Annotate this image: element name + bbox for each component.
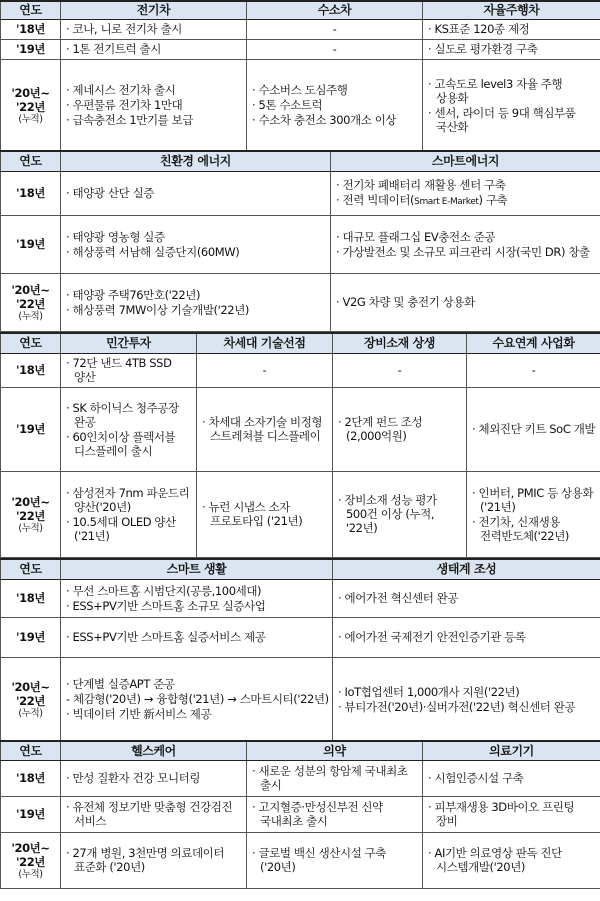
table-cell: · 글로벌 백신 생산시설 구축('20년) xyxy=(247,832,423,888)
table-vehicles xyxy=(0,0,600,152)
header-year: 연도 xyxy=(1,741,61,760)
year-cell: '20년~ '22년 (누적) xyxy=(1,832,61,888)
table-row xyxy=(1,832,600,888)
table-cell: - xyxy=(333,353,467,387)
table-cell: · 무선 스마트홈 시범단지(공릉,100세대) · ESS+PV기반 스마트홈 소규모 실증사업 xyxy=(61,579,333,617)
year-cell: '20년~ '22년 (누적) xyxy=(1,59,61,151)
table-cell: · 인버터, PMIC 등 상용화('21년) · 전기차, 신재생용 전력반도체('22년) xyxy=(467,471,600,557)
header-autonomous: 자율주행차 xyxy=(423,1,600,19)
header-demand-commercialization: 수요연계 사업화 xyxy=(467,333,600,353)
table-row xyxy=(1,59,600,151)
year-cell: '19년 xyxy=(1,617,61,657)
header-year: 연도 xyxy=(1,1,61,19)
table-cell: · 유전체 정보기반 맞춤형 건강검진 서비스 xyxy=(61,796,247,832)
table-cell: - xyxy=(467,353,600,387)
table-cell: · AI기반 의료영상 판독 진단 시스템개발('20년) xyxy=(423,832,600,888)
table-row xyxy=(1,760,600,796)
table-cell: · SK 하이닉스 청주공장 완공 · 60인치이상 플렉서블 디스플레이 출시 xyxy=(61,387,197,471)
year-cell: '18년 xyxy=(1,171,61,215)
table-cell: · 에어가전 국제전기 안전인증기관 등록 xyxy=(333,617,600,657)
table-cell: · 1톤 전기트럭 출시 xyxy=(61,39,247,59)
table-energy xyxy=(0,150,600,332)
table-cell: · 피부재생용 3D바이오 프린팅 장비 xyxy=(423,796,600,832)
table-cell: · 새로운 성분의 항암제 국내최초 출시 xyxy=(247,760,423,796)
table-cell: · 태양광 영농형 실증 · 해상풍력 서남해 실증단지(60MW) xyxy=(61,215,331,273)
year-cell: '20년~ '22년 (누적) xyxy=(1,471,61,557)
table-semiconductor xyxy=(0,332,600,558)
table-cell: · 체외진단 키트 SoC 개발 xyxy=(467,387,600,471)
table-cell: · 태양광 산단 실증 xyxy=(61,171,331,215)
year-cell: '20년~ '22년 (누적) xyxy=(1,273,61,331)
table-cell: - xyxy=(247,39,423,59)
year-cell: '18년 xyxy=(1,353,61,387)
table-cell: · 고지혈증·만성신부전 신약 국내최초 출시 xyxy=(247,796,423,832)
table-cell: · 차세대 소자기술 비정형 스트레쳐블 디스플레이 xyxy=(197,387,333,471)
header-green-energy: 친환경 에너지 xyxy=(61,151,331,171)
table-cell: · 전기차 폐배터리 재활용 센터 구축 · 전력 빅데이터(Smart E-Market) 구축 xyxy=(331,171,600,215)
table-row xyxy=(1,273,600,331)
year-cell: '18년 xyxy=(1,760,61,796)
table-row xyxy=(1,657,600,741)
table-cell: · 2단계 펀드 조성(2,000억원) xyxy=(333,387,467,471)
year-cell: '18년 xyxy=(1,579,61,617)
table-cell: - xyxy=(197,353,333,387)
table-cell: · V2G 차량 및 충전기 상용화 xyxy=(331,273,600,331)
table-row xyxy=(1,353,600,387)
table-cell: · 시험인증시설 구축 xyxy=(423,760,600,796)
table-row xyxy=(1,39,600,59)
header-year: 연도 xyxy=(1,559,61,579)
table-cell: · 27개 병원, 3천만명 의료데이터 표준화 ('20년) xyxy=(61,832,247,888)
header-healthcare: 헬스케어 xyxy=(61,741,247,760)
header-pharma: 의약 xyxy=(247,741,423,760)
header-ev: 전기차 xyxy=(61,1,247,19)
table-cell: · 제네시스 전기차 출시 · 우편물류 전기차 1만대 · 급속충전소 1만기를 보급 xyxy=(61,59,247,151)
table-row xyxy=(1,171,600,215)
header-next-gen-tech: 차세대 기술선점 xyxy=(197,333,333,353)
table-row xyxy=(1,471,600,557)
table-cell: · 고속도로 level3 자율 주행 상용화 · 센서, 라이더 등 9대 핵심부품 국산화 xyxy=(423,59,600,151)
table-cell: · 삼성전자 7nm 파운드리 양산('20년) · 10.5세대 OLED 양산('21년) xyxy=(61,471,197,557)
table-cell: - xyxy=(247,19,423,39)
header-hydrogen: 수소차 xyxy=(247,1,423,19)
table-cell: · IoT협업센터 1,000개사 지원('22년) · 뷰티가전('20년)·실버가전('22년) 혁신센터 완공 xyxy=(333,657,600,741)
header-medical-devices: 의료기기 xyxy=(423,741,600,760)
table-cell: · 뉴런 시냅스 소자 프로토타입 ('21년) xyxy=(197,471,333,557)
year-cell: '19년 xyxy=(1,39,61,59)
table-cell: · 만성 질환자 건강 모니터링 xyxy=(61,760,247,796)
table-cell: · 실도로 평가환경 구축 xyxy=(423,39,600,59)
year-cell: '19년 xyxy=(1,215,61,273)
header-smart-energy: 스마트에너지 xyxy=(331,151,600,171)
header-year: 연도 xyxy=(1,333,61,353)
header-private-investment: 민간투자 xyxy=(61,333,197,353)
table-cell: · 72단 낸드 4TB SSD 양산 xyxy=(61,353,197,387)
table-cell: · ESS+PV기반 스마트홈 실증서비스 제공 xyxy=(61,617,333,657)
header-equipment-material: 장비소재 상생 xyxy=(333,333,467,353)
header-year: 연도 xyxy=(1,151,61,171)
table-row xyxy=(1,579,600,617)
table-cell: · 태양광 주택76만호('22년) · 해상풍력 7MW이상 기술개발('22년) xyxy=(61,273,331,331)
table-row xyxy=(1,617,600,657)
table-cell: · 대규모 플래그십 EV충전소 준공 · 가상발전소 및 소규모 피크관리 시장(국민 DR) 창출 xyxy=(331,215,600,273)
header-smart-life: 스마트 생활 xyxy=(61,559,333,579)
year-cell: '19년 xyxy=(1,387,61,471)
table-cell: · 단계별 실증APT 준공 - 체감형('20년) → 융합형('21년) → 스마트시티('22년) · 빅데이터 기반 新서비스 제공 xyxy=(61,657,333,741)
table-cell: · 수소버스 도심주행 · 5톤 수소트럭 · 수소차 충전소 300개소 이상 xyxy=(247,59,423,151)
table-row xyxy=(1,215,600,273)
table-cell: · KS표준 120종 제정 xyxy=(423,19,600,39)
year-cell: '18년 xyxy=(1,19,61,39)
table-row xyxy=(1,387,600,471)
table-row xyxy=(1,796,600,832)
table-smart-living xyxy=(0,558,600,742)
table-cell: · 장비소재 성능 평가 500건 이상 (누적, '22년) xyxy=(333,471,467,557)
year-cell: '20년~ '22년 (누적) xyxy=(1,657,61,741)
table-row xyxy=(1,19,600,39)
table-cell: · 에어가전 혁신센터 완공 xyxy=(333,579,600,617)
header-ecosystem: 생태계 조성 xyxy=(333,559,600,579)
table-cell: · 코나, 니로 전기차 출시 xyxy=(61,19,247,39)
table-bio-health xyxy=(0,740,600,889)
year-cell: '19년 xyxy=(1,796,61,832)
